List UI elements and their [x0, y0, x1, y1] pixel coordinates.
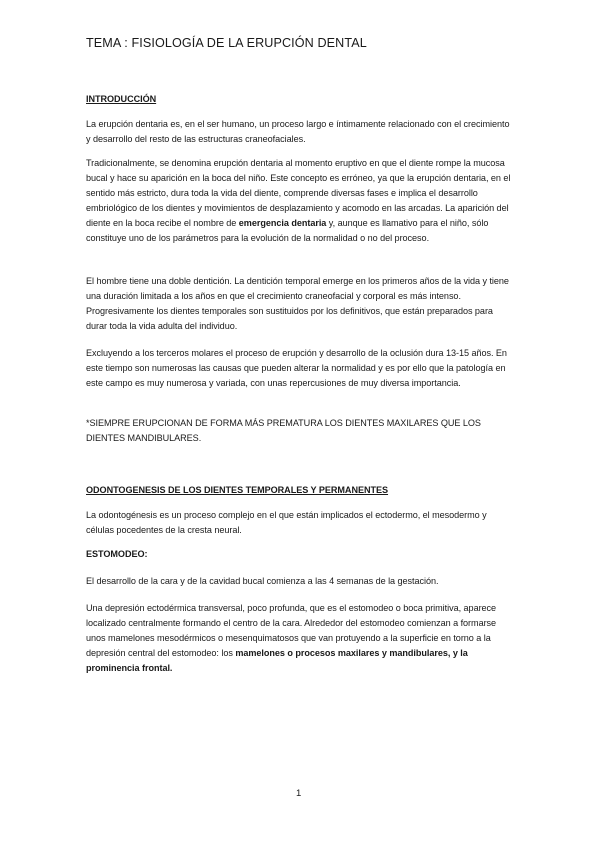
paragraph-text: La erupción dentaria es, en el ser humano, un proceso largo e íntimamente relacionado con el crecimiento y desarrollo del resto de las estructuras craneofaciales. [86, 119, 510, 144]
paragraph-text: El desarrollo de la cara y de la cavidad bucal comienza a las 4 semanas de la gestación. [86, 576, 439, 586]
odonto-paragraph-2 [86, 574, 516, 589]
paragraph-text-part: y, aunque es llamativo para el niño, sólo constituye uno de los parámetros para la evolución de la normalidad o no del proceso. [86, 218, 489, 243]
odonto-heading: ODONTOGENESIS DE LOS DIENTES TEMPORALES Y PERMANENTES [86, 485, 389, 495]
intro-heading: INTRODUCCIÓN [86, 94, 157, 104]
paragraph-text: Excluyendo a los terceros molares el proceso de erupción y desarrollo de la oclusión dura 13-15 años. En este tiempo son numerosas las causas que pueden alterar la normalidad y es por ello que la patología en este campo es muy numerosa y variada, con unas repercusiones de muy diversa importancia. [86, 348, 507, 388]
intro-paragraph-3 [86, 274, 516, 334]
page-title: TEMA : FISIOLOGÍA DE LA ERUPCIÓN DENTAL [86, 36, 367, 50]
odonto-paragraph-3 [86, 601, 516, 676]
estomodeo-subheading: ESTOMODEO: [86, 549, 148, 559]
paragraph-text [86, 156, 516, 246]
intro-paragraph-2 [86, 156, 516, 246]
paragraph-text-part: Una depresión ectodérmica transversal, poco profunda, que es el estomodeo o boca primitiva, aparece localizado centralmente formando el centro de la cara. Alrededor del estomodeo comienzan a formarse unos mamelones mesodérmicos o mesenquimatosos que van protuyendo a la superficie en torno a la depresión central del estomodeo: los [86, 603, 497, 658]
intro-note [86, 416, 516, 446]
paragraph-text: El hombre tiene una doble dentición. La dentición temporal emerge en los primeros años de la vida y tiene una duración limitada a los años en que el crecimiento craneofacial y corporal es más intenso. Progresivamente los dientes temporales son sustituidos por los definitivos, que están preparados para durar toda la vida adulta del individuo. [86, 276, 509, 331]
estomodeo-subheading-block [86, 547, 516, 562]
page-number: 1 [296, 788, 302, 799]
intro-paragraph-1 [86, 117, 516, 147]
emphasis-text: mamelones o procesos maxilares y mandibulares, y la prominencia frontal. [86, 648, 468, 673]
odonto-paragraph-1 [86, 508, 516, 538]
intro-paragraph-4 [86, 346, 516, 391]
paragraph-text: La odontogénesis es un proceso complejo en el que están implicados el ectodermo, el mesodermo y células pocedentes de la cresta neural. [86, 510, 487, 535]
paragraph-text [86, 601, 516, 676]
intro-heading-block [86, 92, 516, 107]
note-text: *SIEMPRE ERUPCIONAN DE FORMA MÁS PREMATURA LOS DIENTES MAXILARES QUE LOS DIENTES MANDIBULARES. [86, 418, 481, 443]
odonto-heading-block [86, 483, 516, 498]
emphasis-text: emergencia dentaria [238, 218, 327, 228]
paragraph-text-part: Tradicionalmente, se denomina erupción dentaria al momento eruptivo en que el diente rompe la mucosa bucal y hace su aparición en la boca del niño. Este concepto es erróneo, ya que la erupción dentaria, en el sentido más estricto, dura toda la vida del diente, comprende diversas fases e implica el desarrollo embriológico de los dientes y movimientos de desplazamiento y acomodo en las arcadas. La aparición del diente en la boca recibe el nombre de [86, 158, 511, 228]
